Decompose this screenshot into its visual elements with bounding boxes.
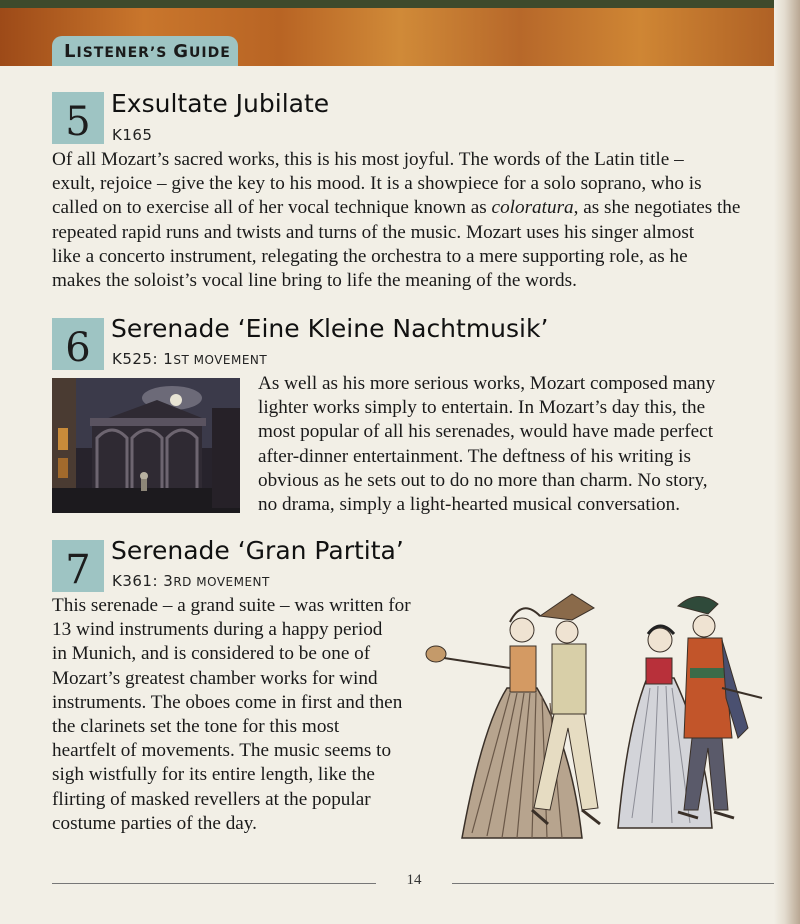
text-line: like a concerto instrument, relegating the orchestra to a mere supporting role, as he: [52, 245, 688, 267]
section-catalog: [112, 572, 270, 590]
text-line: Of all Mozart’s sacred works, this is his most joyful. The words of the Latin title –: [52, 149, 684, 170]
text-line: most popular of all his serenades, would have made perfect: [258, 421, 714, 443]
section-number-box: 7: [52, 540, 104, 592]
tab-text-istener: ISTENER: [76, 45, 150, 61]
section-title: Serenade ‘Eine Kleine Nachtmusik’: [111, 314, 549, 343]
catalog-text: K525: 1: [112, 350, 174, 368]
section-catalog: [112, 350, 267, 368]
section-paragraph: [52, 148, 782, 293]
masked-revellers-illustration: [422, 578, 778, 860]
text-line: heartfelt of movements. The music seems to: [52, 740, 392, 762]
section-paragraph: [52, 594, 452, 836]
section-title: Exsultate Jubilate: [111, 89, 330, 118]
text-line: [52, 196, 782, 220]
text-line: 13 wind instruments during a happy period: [52, 619, 383, 641]
text-line: flirting of masked revellers at the popular: [52, 788, 371, 810]
text-line: Mozart’s greatest chamber works for wind: [52, 667, 378, 689]
text-line: sigh wistfully for its entire length, like the: [52, 764, 375, 786]
section-number-box: 6: [52, 318, 104, 370]
text-line: after-dinner entertainment. The deftness of his writing is: [258, 445, 691, 467]
tab-text-uide: UIDE: [189, 45, 231, 61]
text-line: This serenade – a grand suite – was written for: [52, 595, 411, 616]
catalog-text: K361: 3: [112, 572, 174, 590]
text-run: called on to exercise all of her vocal technique known as: [52, 197, 492, 219]
text-line: the clarinets set the tone for this most: [52, 716, 340, 738]
section-catalog: K165: [112, 126, 153, 144]
text-line: As well as his more serious works, Mozart composed many: [258, 373, 716, 394]
footer-rule-right: [452, 883, 774, 884]
text-line: lighter works simply to entertain. In Mozart’s day this, the: [258, 397, 706, 419]
section-title: Serenade ‘Gran Partita’: [111, 536, 404, 565]
text-line: instruments. The oboes come in first and then: [52, 691, 403, 713]
tab-text-l: L: [64, 41, 77, 62]
movement-caps: ST MOVEMENT: [173, 353, 268, 367]
tab-text-g: G: [173, 41, 190, 62]
footer-rule-left: [52, 883, 376, 884]
text-line: exult, rejoice – give the key to his mood. It is a showpiece for a solo soprano, who is: [52, 173, 702, 195]
text-run: , as she negotiates the: [573, 197, 741, 219]
italic-term: coloratura: [491, 197, 574, 219]
tab-text-apos: ’S: [149, 45, 174, 61]
section-number-box: 5: [52, 92, 104, 144]
text-line: no drama, simply a light-hearted musical conversation.: [258, 494, 681, 516]
text-line: in Munich, and is considered to be one of: [52, 643, 371, 665]
night-garden-illustration: [52, 378, 240, 513]
movement-caps: RD MOVEMENT: [173, 575, 270, 589]
text-line: costume parties of the day.: [52, 812, 257, 834]
section-paragraph: [258, 372, 778, 517]
text-line: obvious as he sets out to do no more than charm. No story,: [258, 469, 708, 491]
text-line: repeated rapid runs and twists and turns of the music. Mozart uses his singer almost: [52, 221, 695, 243]
text-line: makes the soloist’s vocal line bring to life the meaning of the words.: [52, 270, 577, 292]
listeners-guide-tab: [52, 36, 238, 66]
page-number: 14: [406, 872, 422, 888]
